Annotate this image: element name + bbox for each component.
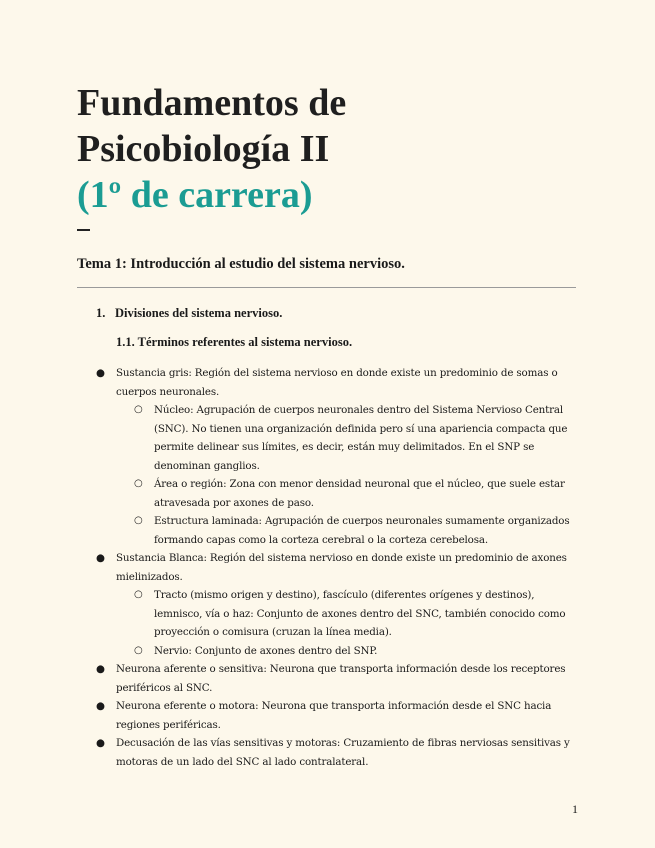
- sub-list-item: [134, 512, 581, 549]
- list-item-text: Sustancia gris: Región del sistema nervioso en donde existe un predominio de somas o cuerpos neuronales.: [116, 367, 558, 398]
- sub-list-item-text: Nervio: Conjunto de axones dentro del SNP.: [154, 644, 378, 657]
- sub-list: [116, 586, 582, 660]
- hollow-bullet-icon: ○: [134, 478, 143, 489]
- bullet-icon: ●: [96, 700, 105, 712]
- title-line-3: (1º de carrera): [77, 174, 313, 216]
- sub-list-item: [134, 401, 581, 475]
- hollow-bullet-icon: ○: [134, 515, 143, 526]
- list-item-text: Neurona aferente o sensitiva: Neurona que transporta información desde los receptores periféricos al SNC.: [116, 663, 566, 694]
- list-item: [0, 660, 582, 697]
- horizontal-rule: [77, 287, 576, 288]
- bullet-icon: ●: [96, 737, 105, 749]
- document-title: [77, 80, 346, 218]
- section-heading-1: [96, 305, 282, 321]
- title-line-2: Psicobiología II: [77, 128, 330, 170]
- sub-list-item-text: Tracto (mismo origen y destino), fascículo (diferentes orígenes y destinos), lemnisco, vía o haz: Conjunto de axones dentro del SNC, también conocido como proyección o comisura (cruzan la línea media).: [154, 589, 566, 638]
- list-item: [0, 549, 582, 660]
- page-number: 1: [572, 802, 578, 816]
- list-item-text: Sustancia Blanca: Región del sistema nervioso en donde existe un predominio de axones mielinizados.: [116, 552, 567, 583]
- sub-list-item: [134, 475, 581, 512]
- hollow-bullet-icon: ○: [134, 404, 143, 415]
- section-label: Divisiones del sistema nervioso.: [115, 306, 283, 320]
- list-item: [0, 364, 582, 549]
- bullet-icon: ●: [96, 663, 105, 675]
- bullet-icon: ●: [96, 367, 105, 379]
- title-line-1: Fundamentos de: [77, 82, 347, 124]
- sub-list-item-text: Área o región: Zona con menor densidad neuronal que el núcleo, que suele estar atravesada por axones de paso.: [154, 478, 565, 509]
- sub-list-item-text: Núcleo: Agrupación de cuerpos neuronales dentro del Sistema Nervioso Central (SNC). No tienen una organización definida pero sí una apariencia compacta que permite delinear sus límites, es decir, están muy delimitados. En el SNP se denominan ganglios.: [154, 404, 568, 472]
- sub-list-item: [134, 586, 581, 642]
- topic-heading: Tema 1: Introducción al estudio del sistema nervioso.: [77, 256, 405, 272]
- title-dash: [77, 229, 90, 231]
- list-item: [0, 734, 582, 771]
- list-item-text: Neurona eferente o motora: Neurona que transporta información desde el SNC hacia regiones periféricas.: [116, 700, 552, 731]
- list-item: [0, 697, 582, 734]
- sub-list-item-text: Estructura laminada: Agrupación de cuerpos neuronales sumamente organizados formando capas como la corteza cerebral o la corteza cerebelosa.: [154, 515, 570, 546]
- terms-list: [0, 364, 655, 771]
- sub-list-item: [134, 642, 581, 661]
- hollow-bullet-icon: ○: [134, 589, 143, 600]
- list-item-text: Decusación de las vías sensitivas y motoras: Cruzamiento de fibras nerviosas sensitivas y motoras de un lado del SNC al lado contralateral.: [116, 737, 570, 768]
- hollow-bullet-icon: ○: [134, 644, 143, 656]
- subsection-heading-1-1: 1.1. Términos referentes al sistema nervioso.: [116, 335, 353, 349]
- section-number: 1.: [96, 306, 106, 320]
- sub-list: [116, 401, 582, 549]
- bullet-icon: ●: [96, 552, 105, 564]
